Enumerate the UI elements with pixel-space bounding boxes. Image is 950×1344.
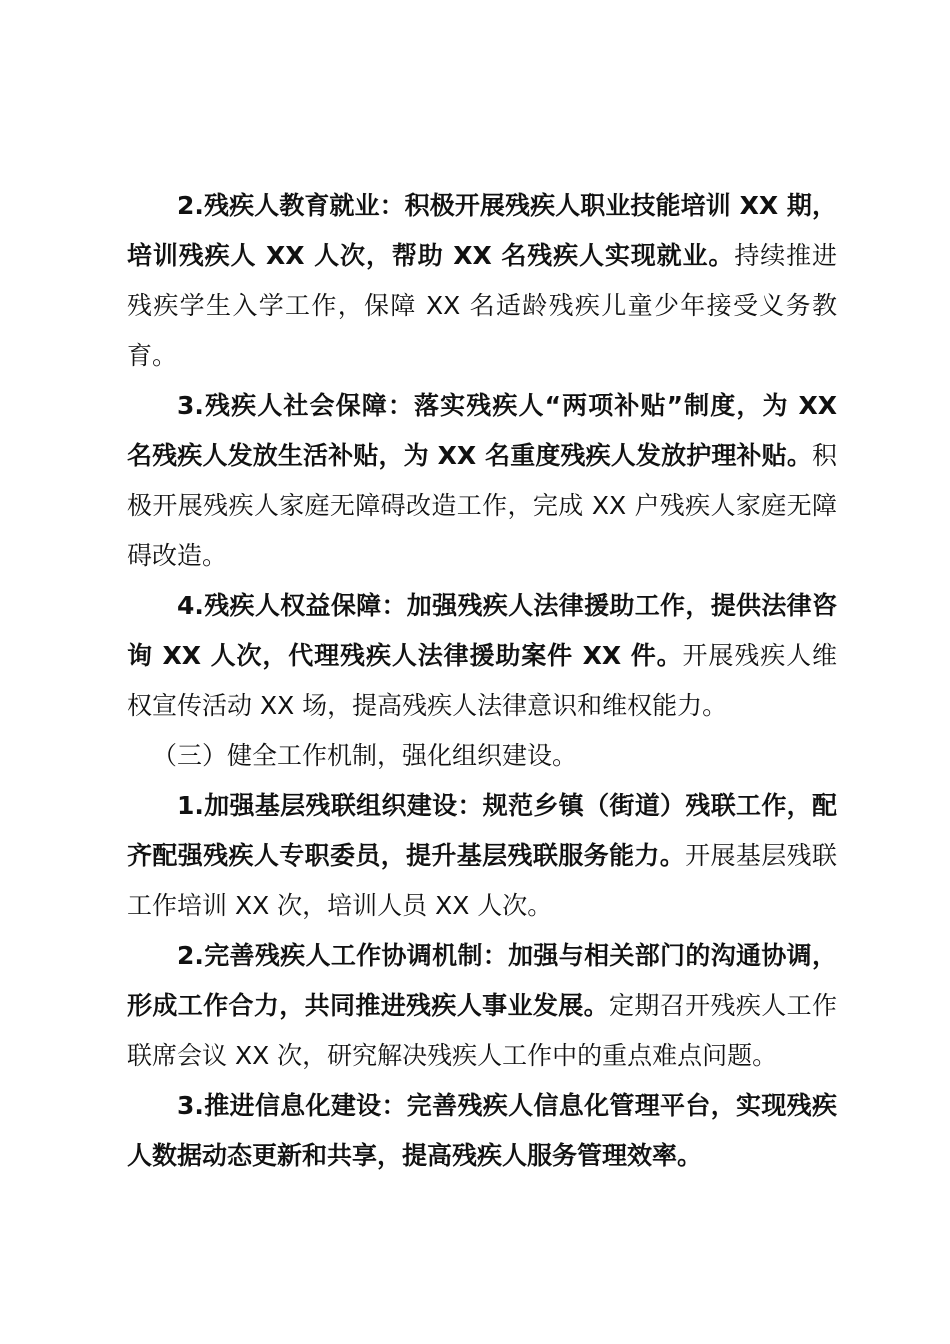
section-heading-mechanism	[127, 731, 837, 781]
section-heading-text: （三）健全工作机制，强化组织建设。	[152, 741, 578, 770]
paragraph-bold-lead: 3.推进信息化建设：完善残疾人信息化管理平台，实现残疾人数据动态更新和共享，提高残疾人服务管理效率。	[127, 1091, 837, 1170]
paragraph-body-text: 定期召开残疾人工作联席会议 XX 次，研究解决残疾人工作中的重点难点问题。	[127, 991, 837, 1070]
paragraph-body-text: 开展基层残联工作培训 XX 次，培训人员 XX 人次。	[127, 841, 837, 920]
paragraph-bold-lead: 1.加强基层残联组织建设：规范乡镇（街道）残联工作，配齐配强残疾人专职委员，提升基层残联服务能力。	[127, 791, 837, 870]
paragraph-bold-lead: 3.残疾人社会保障：落实残疾人“两项补贴”制度，为 XX 名残疾人发放生活补贴，为 XX 名重度残疾人发放护理补贴。	[127, 391, 837, 470]
paragraph-grassroots-organization	[127, 781, 837, 931]
paragraph-body-text: 持续推进残疾学生入学工作，保障 XX 名适龄残疾儿童少年接受义务教育。	[127, 241, 837, 370]
paragraph-body-text: 积极开展残疾人家庭无障碍改造工作，完成 XX 户残疾人家庭无障碍改造。	[127, 441, 837, 570]
paragraph-education-employment	[127, 181, 837, 381]
paragraph-bold-lead: 4.残疾人权益保障：加强残疾人法律援助工作，提供法律咨询 XX 人次，代理残疾人法律援助案件 XX 件。	[127, 591, 837, 670]
paragraph-social-security	[127, 381, 837, 581]
paragraph-bold-lead: 2.残疾人教育就业：积极开展残疾人职业技能培训 XX 期，培训残疾人 XX 人次，帮助 XX 名残疾人实现就业。	[127, 191, 837, 270]
paragraph-informatization	[127, 1081, 837, 1181]
paragraph-rights-protection	[127, 581, 837, 731]
paragraph-bold-lead: 2.完善残疾人工作协调机制：加强与相关部门的沟通协调，形成工作合力，共同推进残疾人事业发展。	[127, 941, 837, 1020]
document-body	[127, 181, 837, 1181]
paragraph-coordination-mechanism	[127, 931, 837, 1081]
paragraph-body-text: 开展残疾人维权宣传活动 XX 场，提高残疾人法律意识和维权能力。	[127, 641, 837, 720]
